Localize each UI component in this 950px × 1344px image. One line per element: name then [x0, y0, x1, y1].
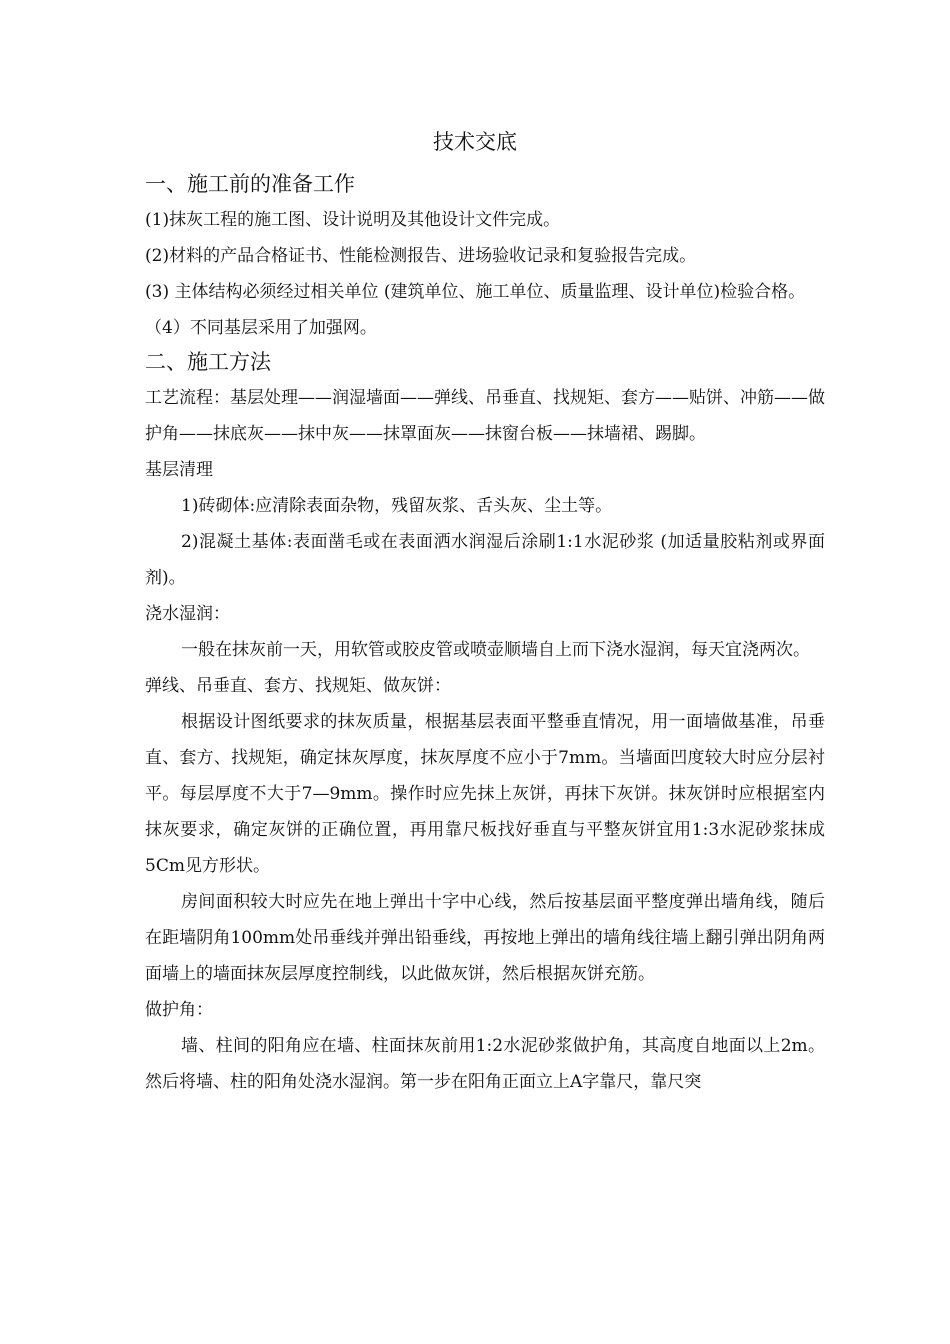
base-cleaning-heading: 基层清理	[145, 460, 213, 480]
section2-heading: 二、施工方法	[145, 350, 271, 374]
base-cleaning-item-1: 1)砖砌体:应清除表面杂物，残留灰浆、舌头灰、尘土等。	[181, 496, 613, 516]
document-body	[145, 168, 825, 1100]
corner-text: 墙、柱间的阳角应在墙、柱面抹灰前用1:2水泥砂浆做护角，其高度自地面以上2m。然后将墙、柱的阳角处浇水湿润。第一步在阳角正面立上A字靠尺，靠尺突	[145, 1036, 825, 1092]
process-flow: 工艺流程：基层处理——润湿墙面——弹线、吊垂直、找规矩、套方——贴饼、冲筋——做护角——抹底灰——抹中灰——抹罩面灰——抹窗台板——抹墙裙、踢脚。	[145, 388, 825, 444]
section1-item-2: (2)材料的产品合格证书、性能检测报告、进场验收记录和复验报告完成。	[145, 246, 697, 266]
section1-heading: 一、施工前的准备工作	[145, 172, 355, 196]
marking-paragraph-2: 房间面积较大时应先在地上弹出十字中心线，然后按基层面平整度弹出墙角线，随后在距墙阴角100mm处吊垂线并弹出铅垂线，再按地上弹出的墙角线往墙上翻引弹出阴角两面墙上的墙面抹灰层厚度控制线，以此做灰饼，然后根据灰饼充筋。	[145, 892, 825, 984]
document-title: 技术交底	[433, 130, 517, 154]
section1-item-1: (1)抹灰工程的施工图、设计说明及其他设计文件完成。	[145, 210, 561, 230]
marking-heading: 弹线、吊垂直、套方、找规矩、做灰饼：	[145, 676, 451, 696]
marking-paragraph-1: 根据设计图纸要求的抹灰质量，根据基层表面平整垂直情况，用一面墙做基准，吊垂直、套方、找规矩，确定抹灰厚度，抹灰厚度不应小于7mm。当墙面凹度较大时应分层衬平。每层厚度不大于7—9mm。操作时应先抹上灰饼，再抹下灰饼。抹灰饼时应根据室内抹灰要求，确定灰饼的正确位置，再用靠尺板找好垂直与平整灰饼宜用1:3水泥砂浆抹成5Cm见方形状。	[145, 712, 825, 876]
watering-heading: 浇水湿润：	[145, 604, 230, 624]
corner-heading: 做护角：	[145, 1000, 213, 1020]
section1-item-4: （4）不同基层采用了加强网。	[145, 318, 377, 338]
section1-item-3: (3) 主体结构必须经过相关单位 (建筑单位、施工单位、质量监理、设计单位)检验合格。	[145, 282, 806, 302]
base-cleaning-item-2: 2)混凝土基体:表面凿毛或在表面洒水润湿后涂刷1:1水泥砂浆 (加适量胶粘剂或界面剂)。	[145, 532, 825, 588]
watering-text: 一般在抹灰前一天，用软管或胶皮管或喷壶顺墙自上而下浇水湿润，每天宜浇两次。	[181, 640, 810, 660]
